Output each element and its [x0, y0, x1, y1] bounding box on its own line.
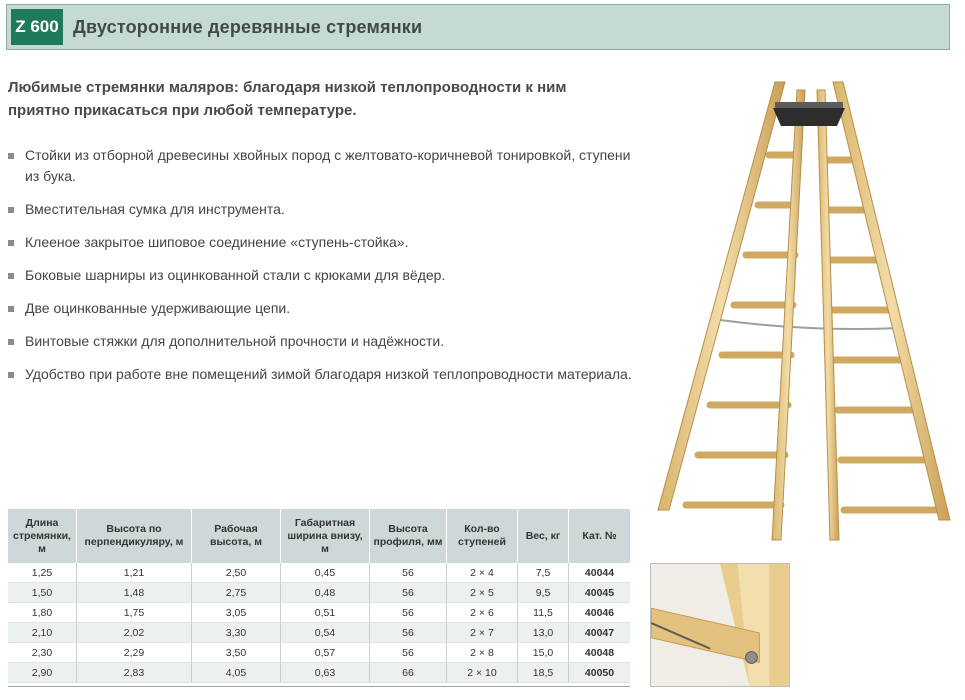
table-cell: 0,51 — [281, 603, 370, 623]
bullet-icon — [8, 372, 14, 378]
table-cell: 2,83 — [77, 663, 192, 683]
feature-text: Удобство при работе вне помещений зимой благодаря низкой теплопроводности материала. — [25, 366, 632, 382]
table-cell: 56 — [370, 623, 447, 643]
table-bottom-rule — [8, 686, 630, 687]
bullet-icon — [8, 153, 14, 159]
catalog-number: 40045 — [569, 583, 631, 603]
table-cell: 2 × 4 — [447, 563, 518, 583]
column-header: Высота профиля, мм — [370, 509, 447, 563]
column-header: Кат. № — [569, 509, 631, 563]
table-cell: 4,05 — [192, 663, 281, 683]
table-cell: 2,30 — [8, 643, 77, 663]
tool-bag — [773, 108, 845, 126]
table-cell: 3,30 — [192, 623, 281, 643]
bullet-icon — [8, 273, 14, 279]
table-cell: 18,5 — [518, 663, 569, 683]
feature-text: Боковые шарниры из оцинкованной стали с крюками для вёдер. — [25, 267, 446, 283]
table-row — [8, 583, 630, 603]
table-cell: 0,63 — [281, 663, 370, 683]
feature-list — [8, 145, 638, 397]
catalog-number: 40044 — [569, 563, 631, 583]
bullet-icon — [8, 240, 14, 246]
table-cell: 9,5 — [518, 583, 569, 603]
table-cell: 2 × 8 — [447, 643, 518, 663]
feature-item — [8, 298, 638, 319]
table-header-row — [8, 509, 630, 563]
table-cell: 2 × 7 — [447, 623, 518, 643]
table-cell: 2,75 — [192, 583, 281, 603]
ladder-photo — [645, 70, 960, 560]
feature-item — [8, 199, 638, 220]
table-cell: 56 — [370, 643, 447, 663]
feature-item — [8, 331, 638, 352]
table-cell: 0,45 — [281, 563, 370, 583]
column-header: Вес, кг — [518, 509, 569, 563]
table-cell: 66 — [370, 663, 447, 683]
feature-text: Стойки из отборной древесины хвойных пород с желтовато-коричневой тонировкой, ступени из бука. — [25, 147, 631, 184]
feature-text: Винтовые стяжки для дополнительной прочности и надёжности. — [25, 333, 445, 349]
table-row — [8, 563, 630, 583]
feature-item — [8, 232, 638, 253]
table-cell: 3,50 — [192, 643, 281, 663]
table-cell: 1,48 — [77, 583, 192, 603]
column-header: Кол-во ступеней — [447, 509, 518, 563]
table-cell: 56 — [370, 603, 447, 623]
bullet-icon — [8, 207, 14, 213]
catalog-number: 40046 — [569, 603, 631, 623]
table-cell: 1,75 — [77, 603, 192, 623]
table-cell: 15,0 — [518, 643, 569, 663]
table-row — [8, 623, 630, 643]
catalog-number: 40050 — [569, 663, 631, 683]
table-row — [8, 643, 630, 663]
table-cell: 0,57 — [281, 643, 370, 663]
intro-text: Любимые стремянки маляров: благодаря низкой теплопроводности к ним приятно прикасаться при любой температуре. — [8, 79, 567, 119]
page-title: Двусторонние деревянные стремянки — [73, 17, 423, 37]
ladder-stiles — [658, 82, 950, 540]
table-cell: 2 × 6 — [447, 603, 518, 623]
feature-text: Вместительная сумка для инструмента. — [25, 201, 285, 217]
table-row — [8, 603, 630, 623]
table-cell: 1,21 — [77, 563, 192, 583]
feature-item — [8, 145, 638, 187]
hinge-detail-photo — [650, 563, 790, 687]
column-header: Высота по перпендикуляру, м — [77, 509, 192, 563]
feature-text: Две оцинкованные удерживающие цепи. — [25, 300, 291, 316]
bullet-icon — [8, 306, 14, 312]
catalog-number: 40047 — [569, 623, 631, 643]
bullet-icon — [8, 339, 14, 345]
table-cell: 1,25 — [8, 563, 77, 583]
column-header: Рабочая высота, м — [192, 509, 281, 563]
table-cell: 56 — [370, 583, 447, 603]
table-cell: 11,5 — [518, 603, 569, 623]
table-cell: 2,10 — [8, 623, 77, 643]
feature-text: Клееное закрытое шиповое соединение «ступень-стойка». — [25, 234, 409, 250]
feature-item — [8, 364, 638, 385]
table-cell: 0,54 — [281, 623, 370, 643]
product-code-badge: Z 600 — [11, 9, 63, 45]
table-cell: 2,02 — [77, 623, 192, 643]
table-cell: 56 — [370, 563, 447, 583]
table-cell: 13,0 — [518, 623, 569, 643]
table-cell: 2 × 10 — [447, 663, 518, 683]
table-cell: 1,50 — [8, 583, 77, 603]
table-cell: 7,5 — [518, 563, 569, 583]
spec-table — [8, 509, 630, 683]
page-header — [6, 4, 950, 50]
table-row — [8, 663, 630, 683]
table-cell: 2,50 — [192, 563, 281, 583]
table-cell: 3,05 — [192, 603, 281, 623]
chain — [720, 320, 900, 329]
feature-item — [8, 265, 638, 286]
column-header: Габаритная ширина внизу, м — [281, 509, 370, 563]
table-cell: 2,90 — [8, 663, 77, 683]
table-cell: 2 × 5 — [447, 583, 518, 603]
table-cell: 1,80 — [8, 603, 77, 623]
table-cell: 0,48 — [281, 583, 370, 603]
table-cell: 2,29 — [77, 643, 192, 663]
column-header: Длина стремянки, м — [8, 509, 77, 563]
catalog-number: 40048 — [569, 643, 631, 663]
